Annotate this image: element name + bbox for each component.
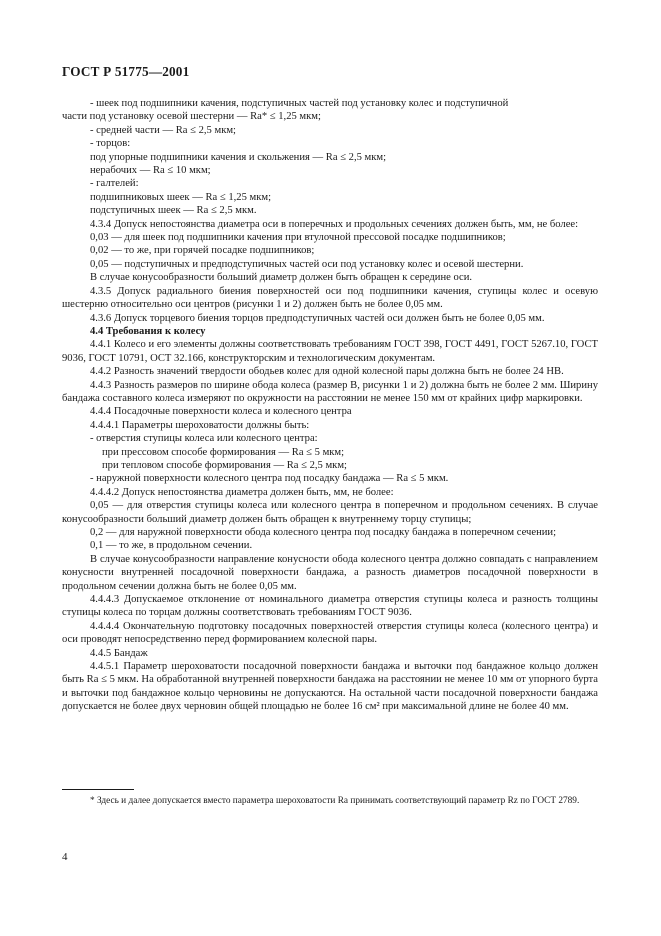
page-number: 4 (62, 851, 68, 863)
paragraph: 4.3.6 Допуск торцевого биения торцов предподступичных частей оси должен быть не более 0,05 мм. (90, 312, 545, 324)
text-line: - отверстия ступицы колеса или колесного центра: (90, 433, 318, 445)
text-line: при прессовом способе формирования — Ra ≤ 5 мкм; (102, 446, 345, 458)
text-line: 0,05 — подступичных и предподступичных частей оси под установку колес и осевой шестерни. (90, 258, 524, 270)
footnote (62, 795, 598, 808)
document-header: ГОСТ Р 51775—2001 (62, 64, 190, 79)
paragraph: 4.4.2 Разность значений твердости ободьев колес для одной колесной пары должна быть не более 24 НВ. (90, 366, 564, 378)
footnote-text: * Здесь и далее допускается вместо параметра шероховатости Ra принимать соответствующий параметр Rz по ГОСТ 2789. (90, 796, 580, 806)
paragraph: 0,2 — для наружной поверхности обода колесного центра под посадку бандажа в поперечном сечении; (90, 527, 557, 538)
text-line: В случае конусообразности больший диаметр должен быть обращен к середине оси. (90, 272, 473, 284)
subsection-heading: 4.4.4 Посадочные поверхности колеса и колесного центра (90, 406, 352, 418)
text-line: 0,03 — для шеек под подшипники качения при втулочной прессовой посадке подшипников; (90, 232, 506, 244)
paragraph: 0,05 — для отверстия ступицы колеса или колесного центра в поперечном и продольном сечениях. В случае конусообразности больший диаметр должен быть обращен к внутреннему торцу ступицы; (62, 500, 598, 525)
paragraph: 4.4.5.1 Параметр шероховатости посадочной поверхности бандажа и выточки под бандажное кольцо должен быть Ra ≤ 5 мкм. На обработанной внутренней поверхности бандажа на расстоянии не менее 10 мм от упорного бурта и выточки под бандажное кольцо черновины не допускаются. На остальной части посадочной поверхности бандажа допускается не более двух черновин общей площадью не более 16 см² при максимальной длине не более 40 мм. (62, 661, 598, 713)
paragraph: 4.4.4.3 Допускаемое отклонение от номинального диаметра отверстия ступицы колеса и разность толщины ступицы колеса по торцам должны соответствовать требованиям ГОСТ 9036. (62, 594, 598, 619)
text-line: 0,1 — то же, в продольном сечении. (90, 540, 253, 552)
section-heading: 4.4 Требования к колесу (90, 325, 206, 337)
paragraph: 4.4.3 Разность размеров по ширине обода колеса (размер В, рисунки 1 и 2) должна быть не более 2 мм. Ширину бандажа составного колеса измеряют по окружности на расстоянии не менее 150 мм от крайних цифр маркировки. (62, 379, 598, 404)
text-line: подшипниковых шеек — Ra ≤ 1,25 мкм; (90, 191, 272, 203)
paragraph: 4.4.4.4 Окончательную подготовку посадочных поверхностей отверстия ступицы колеса (колесного центра) и оси проводят непосредственно перед формированием колесной пары. (62, 620, 598, 646)
subsection-heading: 4.4.5 Бандаж (90, 647, 148, 659)
text-line: 0,02 — то же, при горячей посадке подшипников; (90, 245, 315, 257)
text-line: при тепловом способе формирования — Ra ≤ 2,5 мкм; (102, 459, 347, 471)
paragraph: 4.4.4.2 Допуск непостоянства диаметра должен быть, мм, не более: (90, 486, 394, 498)
text-line: - шеек под подшипники качения, подступичных частей под установку колес и подступичной (90, 98, 509, 109)
document-body (62, 97, 598, 714)
text-line: подступичных шеек — Ra ≤ 2,5 мкм. (90, 205, 257, 217)
text-line: части под установку осевой шестерни — Ra* ≤ 1,25 мкм; (62, 111, 321, 123)
paragraph: 4.4.4.1 Параметры шероховатости должны быть: (90, 419, 310, 431)
text-line: - галтелей: (90, 178, 139, 190)
text-line: - наружной поверхности колесного центра под посадку бандажа — Ra ≤ 5 мкм. (90, 473, 449, 485)
paragraph: 4.4.1 Колесо и его элементы должны соответствовать требованиям ГОСТ 398, ГОСТ 4491, ГОСТ 5267.10, ГОСТ 9036, ГОСТ 10791, ОСТ 32.166, конструкторским и технологическим документам. (62, 339, 598, 364)
text-line: - средней части — Ra ≤ 2,5 мкм; (90, 124, 237, 136)
text-line: под упорные подшипники качения и скольжения — Ra ≤ 2,5 мкм; (90, 151, 387, 163)
paragraph: 4.3.4 Допуск непостоянства диаметра оси в поперечных и продольных сечениях должен быть, мм, не более: (90, 218, 579, 230)
footnote-divider (62, 789, 134, 790)
paragraph: В случае конусообразности направление конусности обода колесного центра должно совпадать с направлением конусности внутренней посадочной поверхности бандажа, а разность диаметров посадочной поверхности в продольном сечении должна быть не более 0,05 мм. (62, 553, 598, 592)
text-line: - торцов: (90, 138, 131, 150)
paragraph: 4.3.5 Допуск радиального биения поверхностей оси под подшипники качения, ступицы колес и осевую шестерню относительно оси центров (рисунки 1 и 2) должен быть не более 0,05 мм. (62, 285, 598, 311)
text-line: нерабочих — Ra ≤ 10 мкм; (90, 165, 211, 177)
